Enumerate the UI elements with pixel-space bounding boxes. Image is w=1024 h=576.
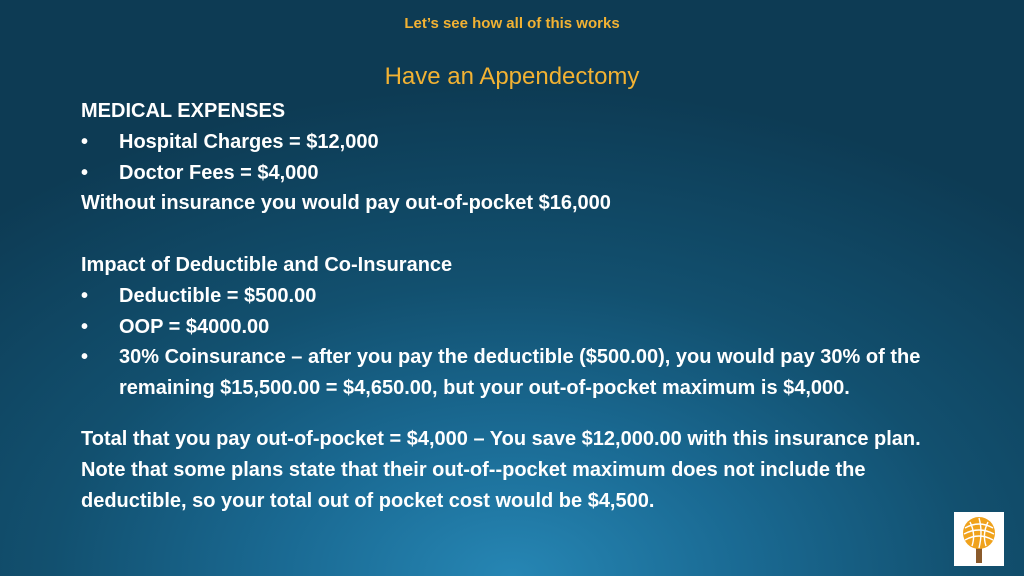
list-item xyxy=(81,127,941,158)
spacer xyxy=(81,219,941,250)
oop-item: OOP = $4000.00 xyxy=(119,315,270,338)
slide-body xyxy=(81,96,941,536)
doctor-fees: Doctor Fees = $4,000 xyxy=(119,161,319,184)
slide-kicker: Let’s see how all of this works xyxy=(404,15,620,32)
list-item xyxy=(81,158,941,189)
list-item xyxy=(81,342,941,404)
bullet-icon: • xyxy=(81,284,89,307)
hospital-charges: Hospital Charges = $12,000 xyxy=(119,130,379,153)
tree-logo-graphic xyxy=(954,512,1004,566)
impact-heading: Impact of Deductible and Co-Insurance xyxy=(81,253,453,276)
deductible-item: Deductible = $500.00 xyxy=(119,284,317,307)
medical-expenses-heading: MEDICAL EXPENSES xyxy=(81,100,286,122)
list-item xyxy=(81,312,941,343)
total-paragraph: Total that you pay out-of-pocket = $4,000 – You save $12,000.00 with this insurance plan. Note that some plans state that their out-of--pocket maximum does not include the deductible, so your total out of pocket cost would be $4,500. xyxy=(81,427,921,512)
without-insurance-summary: Without insurance you would pay out-of-pocket $16,000 xyxy=(81,192,611,215)
bullet-icon: • xyxy=(81,346,89,369)
coinsurance-item: 30% Coinsurance – after you pay the deductible ($500.00), you would pay 30% of the remaining $15,500.00 = $4,650.00, but your out-of-pocket maximum is $4,000. xyxy=(119,346,921,400)
list-item xyxy=(81,281,941,312)
bullet-icon: • xyxy=(81,130,89,153)
bullet-icon: • xyxy=(81,315,89,338)
bullet-icon: • xyxy=(81,161,89,184)
slide-title: Have an Appendectomy xyxy=(384,63,640,90)
tree-logo-icon xyxy=(954,512,1004,566)
